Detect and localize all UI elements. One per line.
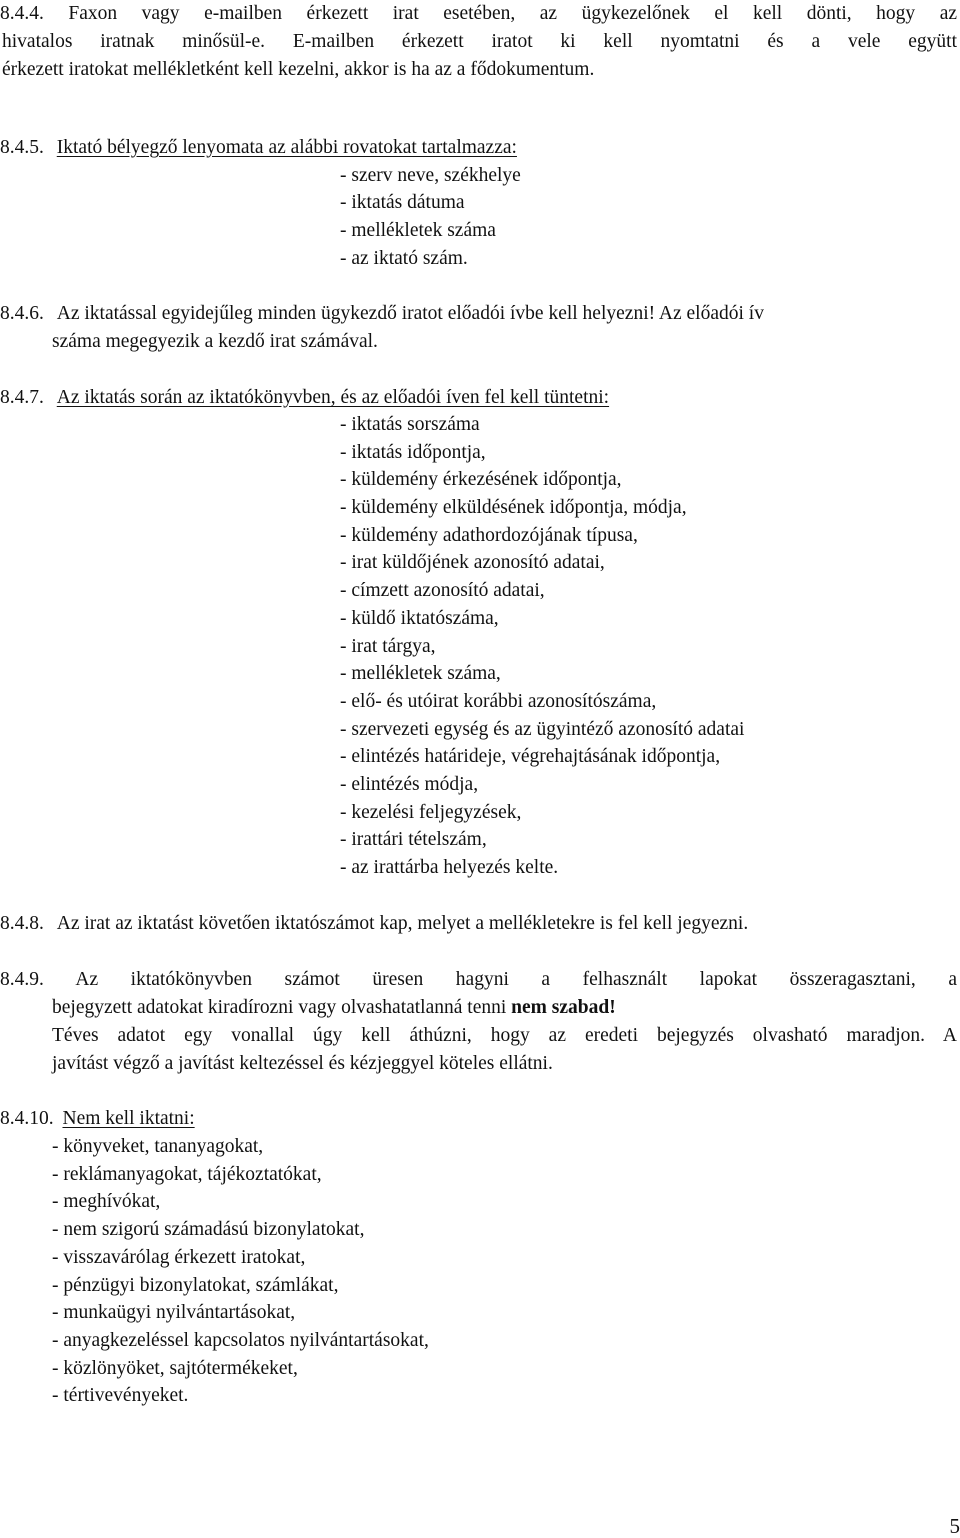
section-8-4-5-heading bbox=[0, 134, 517, 161]
section-heading: Nem kell iktatni: bbox=[62, 1108, 195, 1129]
list-item: - mellékletek száma bbox=[340, 220, 496, 241]
list-item: - szerv neve, székhelye bbox=[340, 165, 521, 186]
list-item: - elő- és utóirat korábbi azonosítószáma, bbox=[340, 691, 657, 712]
section-8-4-4-line-2: hivatalos iratnak minősül-e. E-mailben érkezett iratot ki kell nyomtatni és a vele együtt bbox=[2, 31, 957, 52]
paragraph-text: Az iktatókönyvben számot üresen hagyni a felhasznált lapokat összeragasztani, a bbox=[75, 969, 957, 990]
list-item: - küldemény érkezésének időpontja, bbox=[340, 469, 622, 490]
list-item: - irat küldőjének azonosító adatai, bbox=[340, 552, 605, 573]
list-item: - küldemény elküldésének időpontja, módja, bbox=[340, 497, 687, 518]
section-8-4-8-line bbox=[0, 910, 748, 937]
list-item: - közlönyöket, sajtótermékeket, bbox=[52, 1358, 298, 1379]
list-item: - reklámanyagokat, tájékoztatókat, bbox=[52, 1164, 322, 1185]
section-8-4-6-line-2: száma megegyezik a kezdő irat számával. bbox=[52, 331, 378, 352]
list-item: - elintézés módja, bbox=[340, 774, 479, 795]
page-number: 5 bbox=[949, 1514, 960, 1538]
section-number: 8.4.4. bbox=[0, 3, 44, 24]
list-item: - meghívókat, bbox=[52, 1191, 161, 1212]
list-item: - kezelési feljegyzések, bbox=[340, 802, 522, 823]
section-heading: Iktató bélyegző lenyomata az alábbi rovatokat tartalmazza: bbox=[56, 137, 517, 158]
section-8-4-10-heading bbox=[0, 1105, 195, 1132]
section-number: 8.4.10. bbox=[0, 1108, 54, 1129]
list-item: - anyagkezeléssel kapcsolatos nyilvántartásokat, bbox=[52, 1330, 429, 1351]
list-item: - irattári tételszám, bbox=[340, 829, 487, 850]
section-8-4-7-heading bbox=[0, 384, 609, 411]
paragraph-text: Az irat az iktatást követően iktatószámot kap, melyet a mellékletekre is fel kell jegyezni. bbox=[56, 913, 749, 934]
list-item: - mellékletek száma, bbox=[340, 663, 501, 684]
section-number: 8.4.6. bbox=[0, 303, 44, 324]
section-8-4-4-line-3: érkezett iratokat mellékletként kell kezelni, akkor is ha az a fődokumentum. bbox=[2, 59, 595, 80]
list-item: - szervezeti egység és az ügyintéző azonosító adatai bbox=[340, 719, 745, 740]
section-number: 8.4.9. bbox=[0, 969, 44, 990]
list-item: - nem szigorú számadású bizonylatokat, bbox=[52, 1219, 365, 1240]
emphasis-text: nem szabad! bbox=[511, 997, 616, 1018]
section-8-4-4-line-1 bbox=[0, 0, 957, 27]
list-item: - címzett azonosító adatai, bbox=[340, 580, 545, 601]
section-8-4-6-line-1 bbox=[0, 300, 764, 327]
section-8-4-9-line-2 bbox=[52, 994, 616, 1021]
list-item: - küldő iktatószáma, bbox=[340, 608, 499, 629]
section-number: 8.4.8. bbox=[0, 913, 44, 934]
list-item: - az iktató szám. bbox=[340, 248, 468, 269]
list-item: - küldemény adathordozójának típusa, bbox=[340, 525, 638, 546]
list-item: - munkaügyi nyilvántartásokat, bbox=[52, 1302, 296, 1323]
paragraph-text: Faxon vagy e-mailben érkezett irat esetében, az ügykezelőnek el kell dönti, hogy az bbox=[68, 3, 958, 24]
list-item: - könyveket, tananyagokat, bbox=[52, 1136, 264, 1157]
section-8-4-9-line-3: Téves adatot egy vonallal úgy kell áthúzni, hogy az eredeti bejegyzés olvasható maradjon. A bbox=[52, 1025, 957, 1046]
list-item: - pénzügyi bizonylatokat, számlákat, bbox=[52, 1275, 339, 1296]
paragraph-text: Az iktatással egyidejűleg minden ügykezdő iratot előadói ívbe kell helyezni! Az előadói ív bbox=[56, 303, 764, 324]
section-number: 8.4.5. bbox=[0, 137, 44, 158]
section-8-4-9-line-1 bbox=[0, 966, 957, 993]
section-number: 8.4.7. bbox=[0, 387, 44, 408]
paragraph-text: bejegyzett adatokat kiradírozni vagy olvashatatlanná tenni bbox=[52, 997, 512, 1018]
list-item: - az irattárba helyezés kelte. bbox=[340, 857, 559, 878]
section-8-4-9-line-4: javítást végző a javítást keltezéssel és kézjeggyel köteles ellátni. bbox=[52, 1053, 553, 1074]
list-item: - iktatás dátuma bbox=[340, 192, 465, 213]
list-item: - iktatás időpontja, bbox=[340, 442, 486, 463]
list-item: - elintézés határideje, végrehajtásának időpontja, bbox=[340, 746, 721, 767]
list-item: - visszavárólag érkezett iratokat, bbox=[52, 1247, 306, 1268]
list-item: - irat tárgya, bbox=[340, 636, 436, 657]
list-item: - tértivevényeket. bbox=[52, 1385, 189, 1406]
section-heading: Az iktatás során az iktatókönyvben, és az előadói íven fel kell tüntetni: bbox=[56, 387, 610, 408]
list-item: - iktatás sorszáma bbox=[340, 414, 480, 435]
